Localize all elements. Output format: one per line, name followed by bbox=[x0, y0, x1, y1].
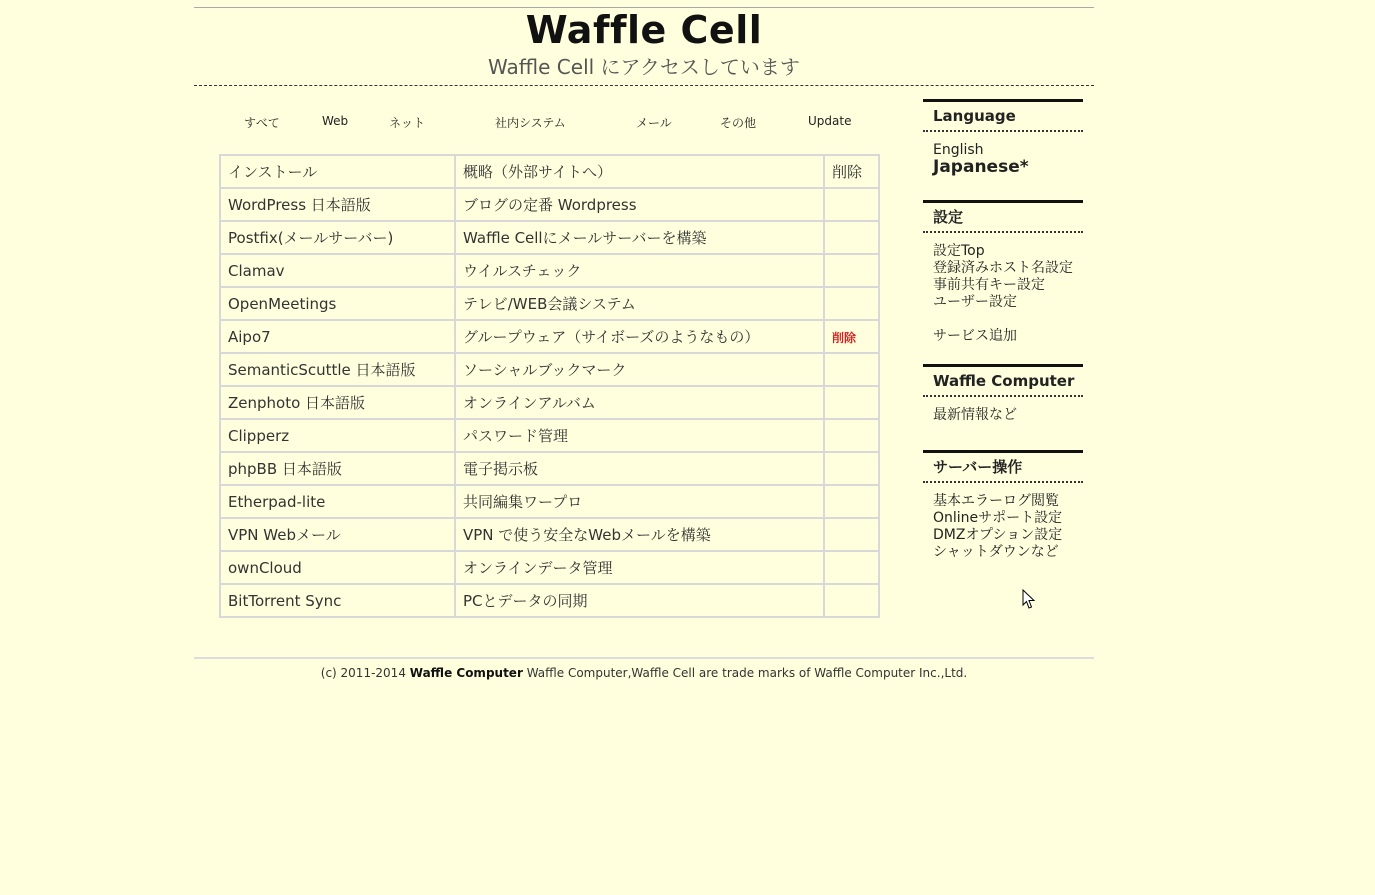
app-name[interactable]: BitTorrent Sync bbox=[220, 584, 455, 617]
app-name[interactable]: Clamav bbox=[220, 254, 455, 287]
table-row bbox=[220, 320, 879, 353]
page-footer bbox=[194, 657, 1094, 680]
sidebar-heading-waffle-computer: Waffle Computer bbox=[923, 364, 1083, 397]
tab-other[interactable]: その他 bbox=[720, 116, 757, 130]
delete-cell bbox=[824, 518, 879, 551]
table-row bbox=[220, 452, 879, 485]
tab-update[interactable]: Update bbox=[808, 114, 852, 128]
app-description-link[interactable]: PCとデータの同期 bbox=[455, 584, 824, 617]
footer-brand: Waffle Computer bbox=[409, 666, 523, 680]
table-row bbox=[220, 419, 879, 452]
app-name[interactable]: phpBB 日本語版 bbox=[220, 452, 455, 485]
sidebar-heading-language: Language bbox=[923, 99, 1083, 132]
delete-cell bbox=[824, 584, 879, 617]
delete-cell bbox=[824, 320, 879, 353]
app-name[interactable]: OpenMeetings bbox=[220, 287, 455, 320]
sidebar-heading-server-operation: サーバー操作 bbox=[923, 450, 1083, 483]
table-row bbox=[220, 584, 879, 617]
footer-copyright: (c) 2011-2014 bbox=[320, 666, 410, 680]
language-list bbox=[923, 132, 1083, 176]
app-description-link[interactable]: ソーシャルブックマーク bbox=[455, 353, 824, 386]
app-description-link[interactable]: テレビ/WEB会議システム bbox=[455, 287, 824, 320]
sidebar-heading-settings: 設定 bbox=[923, 200, 1083, 233]
table-row bbox=[220, 287, 879, 320]
tab-web[interactable]: Web bbox=[322, 114, 349, 128]
delete-cell bbox=[824, 254, 879, 287]
app-description-link[interactable]: グループウェア（サイボーズのようなもの） bbox=[455, 320, 824, 353]
table-row bbox=[220, 386, 879, 419]
app-name[interactable]: Aipo7 bbox=[220, 320, 455, 353]
table-header-row bbox=[220, 155, 879, 188]
page-header bbox=[194, 7, 1094, 86]
tab-all[interactable]: すべて bbox=[244, 116, 280, 130]
add-service-link[interactable]: サービス追加 bbox=[933, 328, 1017, 344]
column-header-summary: 概略（外部サイトへ） bbox=[455, 155, 824, 188]
app-name[interactable]: Postfix(メールサーバー) bbox=[220, 221, 455, 254]
app-name[interactable]: VPN Webメール bbox=[220, 518, 455, 551]
settings-list bbox=[923, 233, 1083, 345]
page-wrapper bbox=[194, 0, 1094, 680]
delete-link[interactable]: 削除 bbox=[832, 330, 857, 345]
shutdown-link[interactable]: シャットダウンなど bbox=[933, 544, 1059, 560]
app-description-link[interactable]: 共同編集ワープロ bbox=[455, 485, 824, 518]
column-header-install: インストール bbox=[220, 155, 455, 188]
delete-cell bbox=[824, 188, 879, 221]
language-english-link[interactable]: English bbox=[933, 142, 984, 158]
app-name[interactable]: SemanticScuttle 日本語版 bbox=[220, 353, 455, 386]
app-description-link[interactable]: 電子掲示板 bbox=[455, 452, 824, 485]
waffle-computer-list bbox=[923, 397, 1083, 424]
table-row bbox=[220, 485, 879, 518]
delete-cell bbox=[824, 287, 879, 320]
dmz-option-link[interactable]: DMZオプション設定 bbox=[933, 527, 1063, 543]
app-name[interactable]: WordPress 日本語版 bbox=[220, 188, 455, 221]
table-row bbox=[220, 188, 879, 221]
error-log-link[interactable]: 基本エラーログ閲覧 bbox=[933, 493, 1059, 509]
app-description-link[interactable]: オンラインアルバム bbox=[455, 386, 824, 419]
tab-net[interactable]: ネット bbox=[389, 116, 426, 130]
app-description-link[interactable]: ブログの定番 Wordpress bbox=[455, 188, 824, 221]
table-row bbox=[220, 221, 879, 254]
table-row bbox=[220, 353, 879, 386]
mouse-pointer-icon bbox=[1022, 589, 1036, 614]
table-row bbox=[220, 518, 879, 551]
tab-internal-system[interactable]: 社内システム bbox=[495, 116, 566, 130]
delete-cell bbox=[824, 452, 879, 485]
delete-cell bbox=[824, 551, 879, 584]
delete-cell bbox=[824, 221, 879, 254]
app-name[interactable]: Etherpad-lite bbox=[220, 485, 455, 518]
site-title: Waffle Cell bbox=[525, 8, 763, 52]
registered-hostname-link[interactable]: 登録済みホスト名設定 bbox=[933, 260, 1073, 276]
app-table bbox=[219, 154, 880, 618]
tab-mail[interactable]: メール bbox=[636, 116, 672, 130]
site-subtitle: Waffle Cell にアクセスしています bbox=[488, 55, 800, 79]
delete-cell bbox=[824, 386, 879, 419]
preshared-key-link[interactable]: 事前共有キー設定 bbox=[933, 277, 1045, 293]
language-japanese-current[interactable]: Japanese* bbox=[933, 157, 1029, 177]
app-description-link[interactable]: Waffle Cellにメールサーバーを構築 bbox=[455, 221, 824, 254]
table-row bbox=[220, 551, 879, 584]
app-description-link[interactable]: オンラインデータ管理 bbox=[455, 551, 824, 584]
app-name[interactable]: Clipperz bbox=[220, 419, 455, 452]
server-operation-list bbox=[923, 483, 1083, 561]
table-row bbox=[220, 254, 879, 287]
app-description-link[interactable]: VPN で使う安全なWebメールを構築 bbox=[455, 518, 824, 551]
app-name[interactable]: ownCloud bbox=[220, 551, 455, 584]
online-support-link[interactable]: Onlineサポート設定 bbox=[933, 510, 1063, 526]
latest-news-link[interactable]: 最新情報など bbox=[933, 407, 1017, 423]
app-description-link[interactable]: ウイルスチェック bbox=[455, 254, 824, 287]
app-description-link[interactable]: パスワード管理 bbox=[455, 419, 824, 452]
delete-cell bbox=[824, 419, 879, 452]
settings-top-link[interactable]: 設定Top bbox=[933, 243, 985, 259]
column-header-delete: 削除 bbox=[824, 155, 879, 188]
app-name[interactable]: Zenphoto 日本語版 bbox=[220, 386, 455, 419]
sidebar bbox=[923, 99, 1083, 561]
spacer bbox=[933, 311, 1083, 328]
footer-trademark: Waffle Computer,Waffle Cell are trade marks of Waffle Computer Inc.,Ltd. bbox=[522, 666, 968, 680]
delete-cell bbox=[824, 353, 879, 386]
delete-cell bbox=[824, 485, 879, 518]
user-settings-link[interactable]: ユーザー設定 bbox=[933, 294, 1017, 310]
category-tabs bbox=[194, 110, 894, 134]
